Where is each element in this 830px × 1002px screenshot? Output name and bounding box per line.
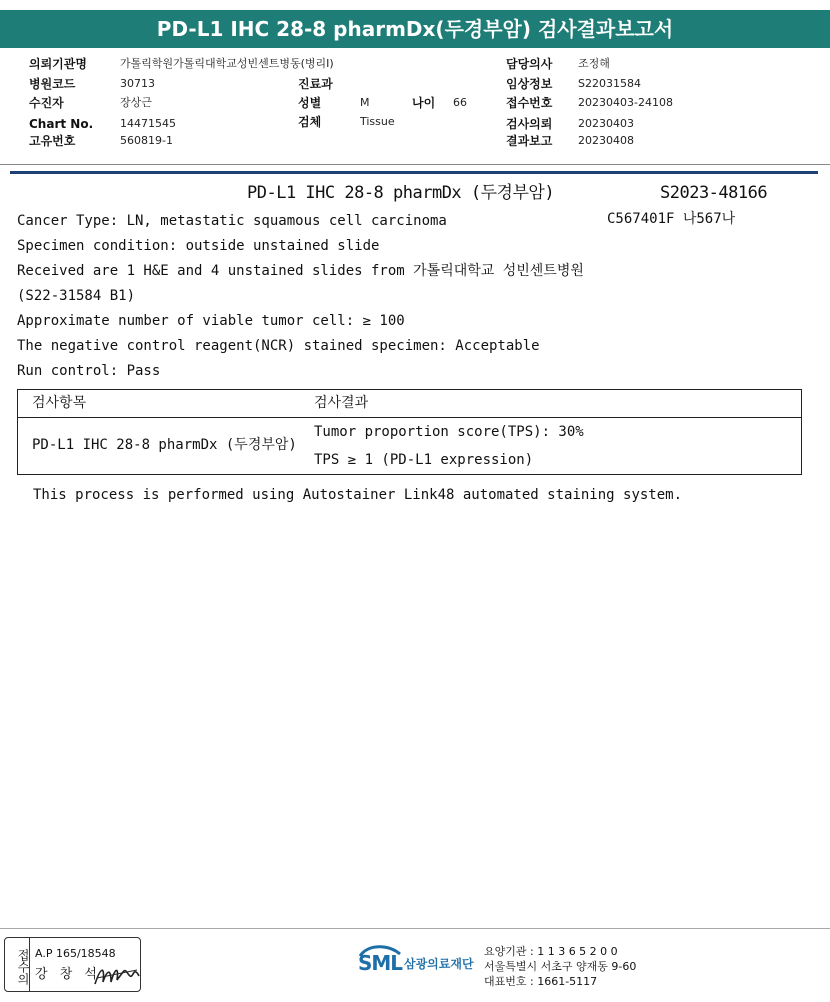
header-divider: [0, 164, 830, 165]
hospital-code-value: 30713: [120, 77, 155, 90]
report-divider: [10, 171, 818, 174]
institution-phone: 대표번호 : 1661-5117: [484, 975, 598, 988]
institution-value: 가톨릭학원가톨릭대학교성빈센트병동(병리Ⅰ): [120, 57, 334, 70]
pathology-number: A.P 165/18548: [35, 947, 116, 960]
institution-address: 서울특별시 서초구 양재동 9-60: [484, 960, 637, 973]
institution-code: 요양기관 : 1 1 3 6 5 2 0 0: [484, 945, 618, 958]
request-date-label: 검사의뢰: [506, 117, 553, 131]
department-label: 진료과: [298, 77, 333, 91]
report-date-value: 20230408: [578, 134, 634, 147]
receipt-number-label: 접수번호: [506, 96, 553, 110]
patient-value: 장상근: [120, 96, 152, 109]
specimen-condition-line: Specimen condition: outside unstained slide: [17, 238, 380, 254]
clinical-info-label: 임상정보: [506, 77, 553, 91]
tps-expression-cell: TPS ≥ 1 (PD-L1 expression): [314, 452, 534, 468]
viable-tumor-line: Approximate number of viable tumor cell: ≥ 100: [17, 313, 405, 329]
column-header-item: 검사항목: [32, 395, 87, 411]
cancer-type-line: Cancer Type: LN, metastatic squamous cell carcinoma: [17, 213, 447, 229]
age-label: 나이: [412, 96, 436, 110]
report-test-title: PD-L1 IHC 28-8 pharmDx (두경부암): [247, 183, 555, 203]
logo-name-text: 삼광의료재단: [404, 957, 474, 971]
received-slides-line: Received are 1 H&E and 4 unstained slides from 가톨릭대학교 성빈센트병원: [17, 263, 584, 279]
negative-control-line: The negative control reagent(NCR) stained specimen: Acceptable: [17, 338, 540, 354]
column-header-result: 검사결과: [314, 395, 369, 411]
table-header-rule: [18, 417, 801, 418]
signature-box: [4, 937, 141, 992]
report-case-code: S2023-48166: [660, 183, 768, 203]
hospital-code-label: 병원코드: [29, 77, 76, 91]
tps-score-cell: Tumor proportion score(TPS): 30%: [314, 424, 584, 440]
footer-divider: [0, 928, 830, 929]
source-block-line: (S22-31584 B1): [17, 288, 136, 304]
logo-mark-text: SML: [358, 951, 403, 975]
run-control-line: Run control: Pass: [17, 363, 161, 379]
receipt-number-value: 20230403-24108: [578, 96, 673, 109]
report-title-bar: PD-L1 IHC 28-8 pharmDx(두경부암) 검사결과보고서: [0, 10, 830, 48]
unique-id-value: 560819-1: [120, 134, 173, 147]
block-code: C567401F 나567나: [607, 211, 736, 227]
sml-logo: [358, 944, 478, 984]
process-note: This process is performed using Autostainer Link48 automated staining system.: [33, 487, 683, 503]
specimen-label: 검체: [298, 115, 322, 129]
chart-no-value: 14471545: [120, 117, 176, 130]
sex-value: M: [360, 96, 370, 109]
request-date-value: 20230403: [578, 117, 634, 130]
signature-icon: [93, 962, 141, 988]
signature-side-label: 접수의: [5, 938, 30, 991]
pathologist-name: 강 창 석: [35, 967, 101, 982]
institution-label: 의뢰기관명: [29, 57, 87, 71]
specimen-value: Tissue: [360, 115, 395, 128]
clinical-info-value: S22031584: [578, 77, 641, 90]
result-table: [17, 389, 802, 475]
chart-no-label: Chart No.: [29, 117, 94, 131]
report-date-label: 결과보고: [506, 134, 553, 148]
doctor-label: 담당의사: [506, 57, 553, 71]
patient-label: 수진자: [29, 96, 64, 110]
unique-id-label: 고유번호: [29, 134, 76, 148]
doctor-value: 조정해: [578, 57, 610, 70]
sex-label: 성별: [298, 96, 322, 110]
test-item-cell: PD-L1 IHC 28-8 pharmDx (두경부암): [32, 437, 297, 453]
age-value: 66: [453, 96, 467, 109]
